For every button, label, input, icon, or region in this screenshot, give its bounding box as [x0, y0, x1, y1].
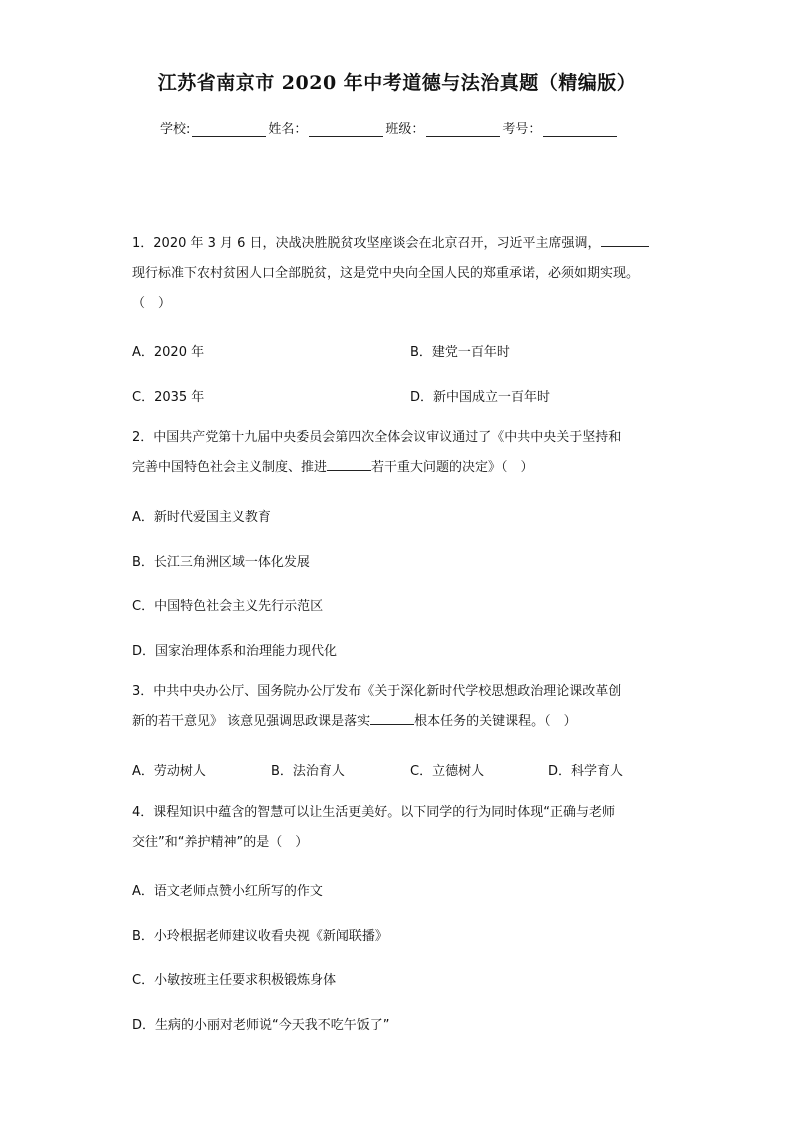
question-1-option-b[interactable]: B．建党一百年时	[410, 345, 510, 360]
exam-no-label: 考号：	[502, 122, 542, 137]
school-blank[interactable]	[192, 122, 266, 137]
answer-blank[interactable]	[601, 232, 649, 247]
question-2-option-a[interactable]: A．新时代爱国主义教育	[132, 510, 271, 525]
question-3-option-b[interactable]: B．法治育人	[271, 764, 345, 779]
exam-no-field	[502, 118, 619, 137]
answer-blank[interactable]	[327, 456, 371, 471]
question-4-option-b[interactable]: B．小玲根据老师建议收看央视《新闻联播》	[132, 929, 388, 944]
question-1	[132, 229, 672, 319]
question-2-option-b[interactable]: B．长江三角洲区域一体化发展	[132, 555, 310, 570]
question-3-option-a[interactable]: A．劳动树人	[132, 764, 206, 779]
class-blank[interactable]	[426, 122, 500, 137]
question-4	[132, 798, 672, 858]
class-field	[385, 118, 502, 137]
question-3-line-1: 3．中共中央办公厅、国务院办公厅发布《关于深化新时代学校思想政治理论课改革创	[132, 684, 622, 699]
question-1-option-d[interactable]: D．新中国成立一百年时	[410, 390, 551, 405]
name-field	[268, 118, 385, 137]
question-1-line-2: 现行标准下农村贫困人口全部脱贫，这是党中央向全国人民的郑重承诺，必须如期实现。	[132, 266, 640, 281]
name-label: 姓名：	[268, 122, 308, 137]
question-1-option-a[interactable]: A．2020 年	[132, 345, 205, 360]
question-1-line-1: 1．2020 年 3 月 6 日，决战决胜脱贫攻坚座谈会在北京召开，习近平主席强调，	[132, 229, 672, 259]
exam-no-blank[interactable]	[543, 122, 617, 137]
question-3	[132, 677, 672, 737]
answer-blank[interactable]	[370, 710, 414, 725]
school-field	[160, 118, 268, 137]
question-2-line-2: 完善中国特色社会主义制度、推进 若干重大问题的决定》（ ）	[132, 453, 672, 483]
school-label: 学校:	[160, 122, 191, 137]
question-4-option-a[interactable]: A．语文老师点赞小红所写的作文	[132, 884, 323, 899]
class-label: 班级：	[385, 122, 425, 137]
question-4-line-1: 4．课程知识中蕴含的智慧可以让生活更美好。以下同学的行为同时体现“正确与老师	[132, 805, 616, 820]
question-2-option-c[interactable]: C．中国特色社会主义先行示范区	[132, 599, 324, 614]
question-2	[132, 423, 672, 483]
name-blank[interactable]	[309, 122, 383, 137]
question-3-option-d[interactable]: D．科学育人	[548, 764, 624, 779]
question-1-option-c[interactable]: C．2035 年	[132, 390, 205, 405]
question-4-option-d[interactable]: D．生病的小丽对老师说“今天我不吃午饭了”	[132, 1018, 390, 1033]
question-4-line-2: 交往”和“养护精神”的是（ ）	[132, 835, 309, 850]
page-title: 江苏省南京市 2020 年中考道德与法治真题（精编版）	[157, 72, 637, 94]
question-3-option-c[interactable]: C．立德树人	[410, 764, 485, 779]
question-4-option-c[interactable]: C．小敏按班主任要求积极锻炼身体	[132, 973, 337, 988]
question-1-line-3: （ ）	[132, 296, 172, 311]
question-2-option-d[interactable]: D．国家治理体系和治理能力现代化	[132, 644, 338, 659]
question-2-line-1: 2．中国共产党第十九届中央委员会第四次全体会议审议通过了《中共中央关于坚持和	[132, 430, 622, 445]
question-3-line-2: 新的若干意见》 该意见强调思政课是落实 根本任务的关键课程。（ ）	[132, 707, 672, 737]
student-info-row	[160, 118, 619, 137]
